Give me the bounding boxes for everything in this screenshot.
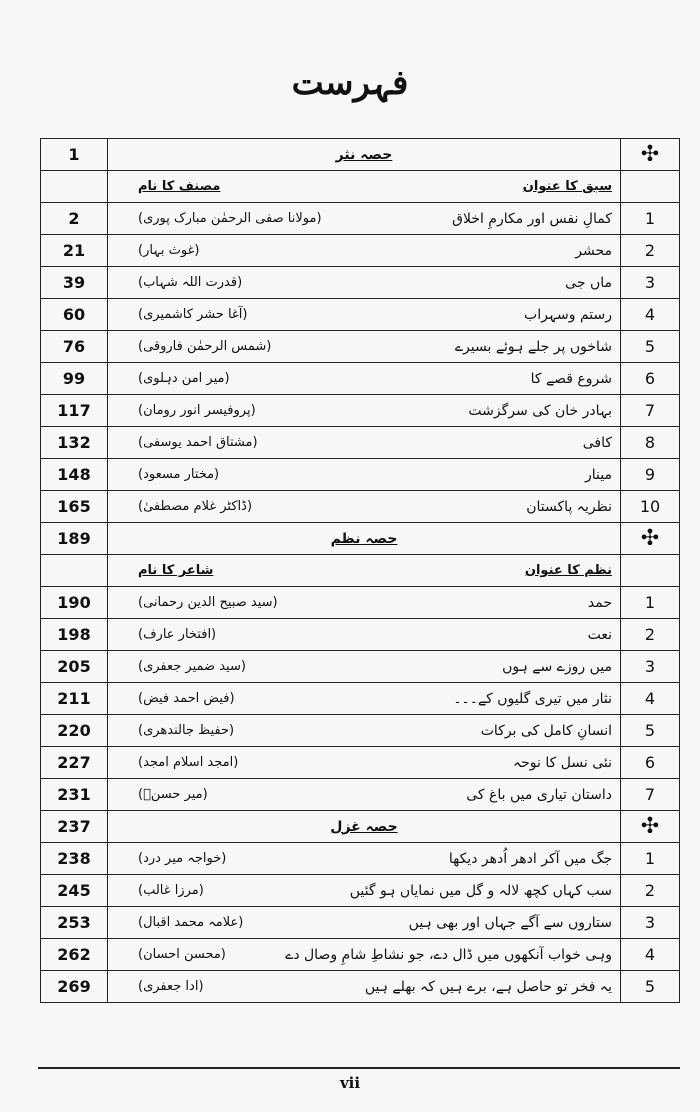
entry-title: شروع قصے کا bbox=[530, 370, 612, 387]
entry-number: 9 bbox=[621, 459, 680, 491]
entry-number: 3 bbox=[621, 907, 680, 939]
entry-page: 245 bbox=[41, 875, 108, 907]
entry-page: 76 bbox=[41, 331, 108, 363]
entry-title: یہ فخر تو حاصل ہے، برے ہیں کہ بھلے ہیں bbox=[364, 978, 612, 995]
entry-title: سب کہاں کچھ لالہ و گل میں نمایاں ہو گئیں bbox=[349, 882, 612, 899]
entry-number: 3 bbox=[621, 651, 680, 683]
entry-author: (حفیظ جالندھری) bbox=[138, 723, 235, 738]
entry-title: جگ میں آکر ادھر اُدھر دیکھا bbox=[448, 850, 612, 867]
entry-number: 5 bbox=[621, 331, 680, 363]
entry-number: 4 bbox=[621, 299, 680, 331]
entry-cell bbox=[108, 427, 621, 459]
table-row bbox=[41, 331, 680, 363]
entry-cell bbox=[108, 587, 621, 619]
entry-title: کافی bbox=[582, 434, 612, 451]
column-header-cell bbox=[108, 171, 621, 203]
entry-author: (میر حسنؔ) bbox=[138, 787, 208, 802]
column-header-cell bbox=[108, 555, 621, 587]
entry-author: (قدرت اللہ شہاب) bbox=[138, 275, 243, 290]
entry-cell bbox=[108, 491, 621, 523]
column-header-title: سبق کا عنوان bbox=[522, 179, 612, 194]
table-row bbox=[41, 203, 680, 235]
entry-page: 117 bbox=[41, 395, 108, 427]
entry-page: 198 bbox=[41, 619, 108, 651]
table-row bbox=[41, 363, 680, 395]
entry-page: 220 bbox=[41, 715, 108, 747]
table-row bbox=[41, 875, 680, 907]
entry-number: 2 bbox=[621, 619, 680, 651]
entry-page: 227 bbox=[41, 747, 108, 779]
column-header-page-empty bbox=[41, 171, 108, 203]
contents-table-body bbox=[41, 139, 680, 1003]
entry-number: 7 bbox=[621, 395, 680, 427]
entry-author: (مشتاق احمد یوسفی) bbox=[138, 435, 258, 450]
entry-title: شاخوں پر جلے ہوئے بسیرے bbox=[454, 338, 612, 355]
entry-title: نثار میں تیری گلیوں کے۔۔۔ bbox=[453, 690, 612, 707]
entry-cell bbox=[108, 875, 621, 907]
entry-cell bbox=[108, 971, 621, 1003]
entry-number: 6 bbox=[621, 363, 680, 395]
section-heading-row bbox=[41, 523, 680, 555]
section-heading: حصہ غزل bbox=[108, 811, 621, 843]
entry-cell bbox=[108, 843, 621, 875]
section-ornament-cell bbox=[621, 139, 680, 171]
entry-cell bbox=[108, 779, 621, 811]
entry-page: 132 bbox=[41, 427, 108, 459]
entry-title: کمالِ نفس اور مکارمِ اخلاق bbox=[452, 210, 612, 227]
section-heading: حصہ نظم bbox=[108, 523, 621, 555]
entry-title: محشر bbox=[575, 242, 612, 259]
ornament-icon: ✣ bbox=[640, 525, 660, 551]
entry-title: بہادر خان کی سرگزشت bbox=[468, 402, 612, 419]
entry-author: (آغا حشر کاشمیری) bbox=[138, 307, 248, 322]
entry-title: نئی نسل کا نوحہ bbox=[512, 754, 612, 771]
table-row bbox=[41, 779, 680, 811]
entry-author: (ڈاکٹر غلام مصطفیٰ) bbox=[138, 499, 253, 514]
entry-cell bbox=[108, 939, 621, 971]
column-header-row bbox=[41, 171, 680, 203]
entry-page: 99 bbox=[41, 363, 108, 395]
entry-title: وہی خواب آنکھوں میں ڈال دے، جو نشاطِ شامِ وصال دے bbox=[285, 946, 612, 963]
table-row bbox=[41, 235, 680, 267]
entry-number: 5 bbox=[621, 715, 680, 747]
entry-author: (خواجہ میر درد) bbox=[138, 851, 227, 866]
entry-cell bbox=[108, 395, 621, 427]
entry-cell bbox=[108, 907, 621, 939]
section-ornament-cell bbox=[621, 811, 680, 843]
section-heading: حصہ نثر bbox=[108, 139, 621, 171]
entry-number: 7 bbox=[621, 779, 680, 811]
table-row bbox=[41, 587, 680, 619]
entry-cell bbox=[108, 235, 621, 267]
entry-page: 262 bbox=[41, 939, 108, 971]
table-row bbox=[41, 971, 680, 1003]
column-header-num-empty bbox=[621, 171, 680, 203]
footer-divider bbox=[38, 1067, 680, 1069]
entry-title: داستان تیاری میں باغ کی bbox=[466, 786, 612, 803]
table-row bbox=[41, 267, 680, 299]
entry-cell bbox=[108, 715, 621, 747]
entry-page: 21 bbox=[41, 235, 108, 267]
entry-author: (مولانا صفی الرحمٰن مبارک پوری) bbox=[138, 211, 322, 226]
entry-author: (پروفیسر انور رومان) bbox=[138, 403, 256, 418]
contents-table bbox=[40, 138, 680, 1003]
entry-cell bbox=[108, 651, 621, 683]
entry-author: (شمس الرحمٰن فاروقی) bbox=[138, 339, 272, 354]
entry-page: 190 bbox=[41, 587, 108, 619]
section-start-page: 1 bbox=[41, 139, 108, 171]
entry-page: 238 bbox=[41, 843, 108, 875]
entry-number: 2 bbox=[621, 875, 680, 907]
entry-author: (ادا جعفری) bbox=[138, 979, 204, 994]
section-start-page: 189 bbox=[41, 523, 108, 555]
entry-title: ستاروں سے آگے جہاں اور بھی ہیں bbox=[408, 914, 612, 931]
entry-cell bbox=[108, 299, 621, 331]
table-row bbox=[41, 747, 680, 779]
section-heading-row bbox=[41, 811, 680, 843]
table-row bbox=[41, 715, 680, 747]
section-heading-row bbox=[41, 139, 680, 171]
entry-author: (علامہ محمد اقبال) bbox=[138, 915, 244, 930]
entry-cell bbox=[108, 267, 621, 299]
table-row bbox=[41, 427, 680, 459]
ornament-icon: ✣ bbox=[640, 813, 660, 839]
entry-page: 253 bbox=[41, 907, 108, 939]
column-header-row bbox=[41, 555, 680, 587]
entry-title: ماں جی bbox=[565, 274, 612, 291]
entry-page: 39 bbox=[41, 267, 108, 299]
entry-number: 4 bbox=[621, 683, 680, 715]
table-row bbox=[41, 619, 680, 651]
entry-page: 165 bbox=[41, 491, 108, 523]
entry-cell bbox=[108, 363, 621, 395]
table-row bbox=[41, 651, 680, 683]
entry-author: (غوث بہار) bbox=[138, 243, 200, 258]
section-start-page: 237 bbox=[41, 811, 108, 843]
entry-title: نظریہ پاکستان bbox=[526, 498, 612, 515]
entry-number: 6 bbox=[621, 747, 680, 779]
entry-cell bbox=[108, 747, 621, 779]
table-row bbox=[41, 459, 680, 491]
entry-page: 269 bbox=[41, 971, 108, 1003]
entry-page: 211 bbox=[41, 683, 108, 715]
table-row bbox=[41, 683, 680, 715]
entry-number: 2 bbox=[621, 235, 680, 267]
entry-number: 8 bbox=[621, 427, 680, 459]
entry-cell bbox=[108, 683, 621, 715]
column-header-author: مصنف کا نام bbox=[138, 179, 221, 194]
entry-title: انسانِ کامل کی برکات bbox=[480, 722, 612, 739]
entry-page: 148 bbox=[41, 459, 108, 491]
column-header-num-empty bbox=[621, 555, 680, 587]
entry-author: (افتخار عارف) bbox=[138, 627, 217, 642]
entry-number: 10 bbox=[621, 491, 680, 523]
entry-cell bbox=[108, 459, 621, 491]
entry-number: 5 bbox=[621, 971, 680, 1003]
entry-title: حمد bbox=[587, 594, 612, 611]
entry-author: (مختار مسعود) bbox=[138, 467, 220, 482]
entry-author: (محسن احسان) bbox=[138, 947, 226, 962]
entry-author: (سید ضمیر جعفری) bbox=[138, 659, 246, 674]
table-row bbox=[41, 395, 680, 427]
ornament-icon: ✣ bbox=[640, 141, 660, 167]
entry-page: 2 bbox=[41, 203, 108, 235]
table-row bbox=[41, 907, 680, 939]
entry-number: 1 bbox=[621, 203, 680, 235]
table-row bbox=[41, 299, 680, 331]
entry-page: 231 bbox=[41, 779, 108, 811]
column-header-author: شاعر کا نام bbox=[138, 563, 214, 578]
entry-title: میں روزے سے ہوں bbox=[502, 658, 612, 675]
entry-cell bbox=[108, 619, 621, 651]
entry-author: (مرزا غالب) bbox=[138, 883, 204, 898]
table-row bbox=[41, 491, 680, 523]
entry-page: 60 bbox=[41, 299, 108, 331]
table-row bbox=[41, 843, 680, 875]
entry-number: 3 bbox=[621, 267, 680, 299]
section-ornament-cell bbox=[621, 523, 680, 555]
table-row bbox=[41, 939, 680, 971]
entry-title: رستم وسہراب bbox=[524, 306, 612, 323]
entry-author: (میر امن دہلوی) bbox=[138, 371, 230, 386]
entry-number: 1 bbox=[621, 587, 680, 619]
column-header-page-empty bbox=[41, 555, 108, 587]
entry-title: مینار bbox=[585, 466, 612, 483]
entry-author: (فیض احمد فیض) bbox=[138, 691, 235, 706]
entry-title: نعت bbox=[587, 626, 612, 643]
entry-number: 1 bbox=[621, 843, 680, 875]
entry-cell bbox=[108, 331, 621, 363]
entry-author: (سید صبیح الدین رحمانی) bbox=[138, 595, 278, 610]
page-title: فہرست bbox=[291, 63, 409, 103]
entry-page: 205 bbox=[41, 651, 108, 683]
entry-cell bbox=[108, 203, 621, 235]
entry-author: (امجد اسلام امجد) bbox=[138, 755, 239, 770]
column-header-title: نظم کا عنوان bbox=[524, 563, 612, 578]
footer-page-number: vii bbox=[339, 1074, 361, 1092]
entry-number: 4 bbox=[621, 939, 680, 971]
